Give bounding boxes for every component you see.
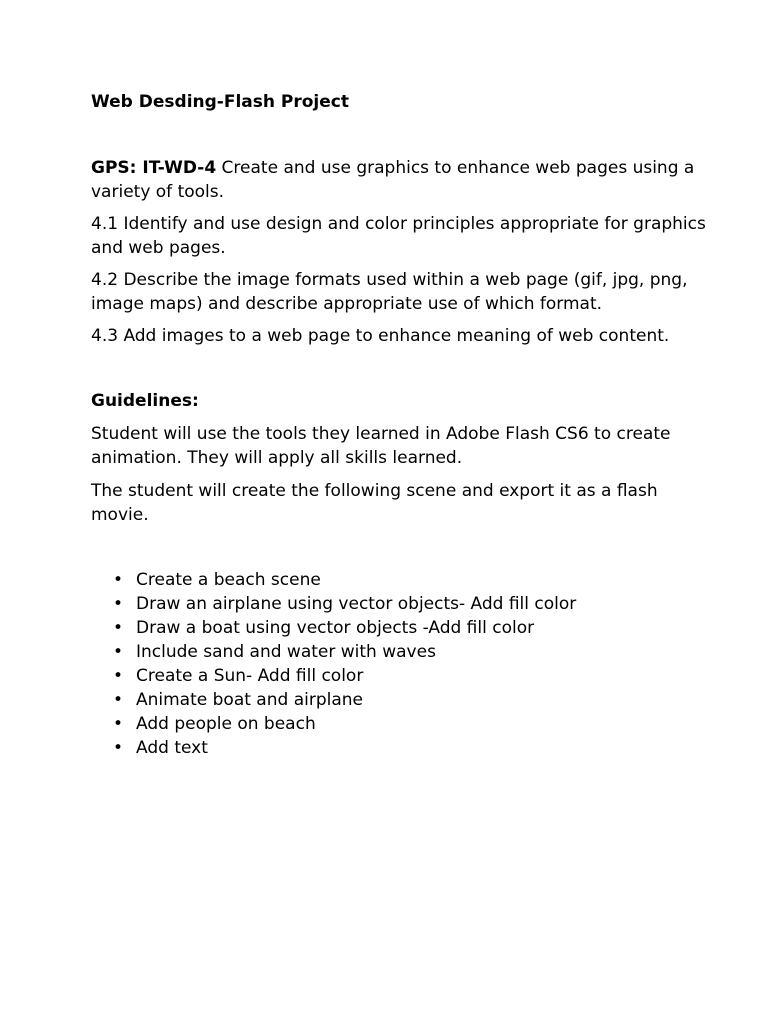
- guidelines-paragraph: Student will use the tools they learned in Adobe Flash CS6 to create animation. They will apply all skills learned.: [91, 424, 671, 468]
- standard-4-1: 4.1 Identify and use design and color principles appropriate for graphics and web pages.: [91, 214, 706, 258]
- list-item-text: Add text: [136, 738, 208, 758]
- list-item: [91, 688, 708, 712]
- guidelines-heading: Guidelines:: [91, 391, 199, 411]
- bullet-icon: •: [113, 738, 124, 758]
- list-item-text: Draw an airplane using vector objects- Add fill color: [136, 594, 577, 614]
- list-item-text: Animate boat and airplane: [136, 690, 363, 710]
- gps-description: Create and use graphics to enhance web pages using a variety of tools.: [91, 158, 695, 202]
- guidelines-paragraph: The student will create the following scene and export it as a flash movie.: [91, 481, 658, 525]
- list-item-text: Create a Sun- Add fill color: [136, 666, 364, 686]
- list-item: [91, 640, 708, 664]
- bullet-icon: •: [113, 642, 124, 662]
- bullet-icon: •: [113, 618, 124, 638]
- bullet-icon: •: [113, 690, 124, 710]
- bullet-icon: •: [113, 570, 124, 590]
- bullet-icon: •: [113, 714, 124, 734]
- bullet-icon: •: [113, 594, 124, 614]
- standard-4-2: 4.2 Describe the image formats used within a web page (gif, jpg, png, image maps) and describe appropriate use of which format.: [91, 270, 688, 314]
- list-item-text: Draw a boat using vector objects -Add fill color: [136, 618, 535, 638]
- list-item-text: Create a beach scene: [136, 570, 321, 590]
- standard-4-3: 4.3 Add images to a web page to enhance meaning of web content.: [91, 326, 670, 346]
- requirements-list: [91, 568, 708, 760]
- gps-label: GPS: IT-WD-4: [91, 158, 217, 178]
- list-item-text: Add people on beach: [136, 714, 316, 734]
- document-title: Web Desding-Flash Project: [91, 92, 349, 112]
- list-item-text: Include sand and water with waves: [136, 642, 436, 662]
- list-item: [91, 712, 708, 736]
- gps-standard-paragraph: [91, 156, 708, 204]
- list-item: [91, 736, 708, 760]
- list-item: [91, 592, 708, 616]
- list-item: [91, 664, 708, 688]
- list-item: [91, 616, 708, 640]
- list-item: [91, 568, 708, 592]
- bullet-icon: •: [113, 666, 124, 686]
